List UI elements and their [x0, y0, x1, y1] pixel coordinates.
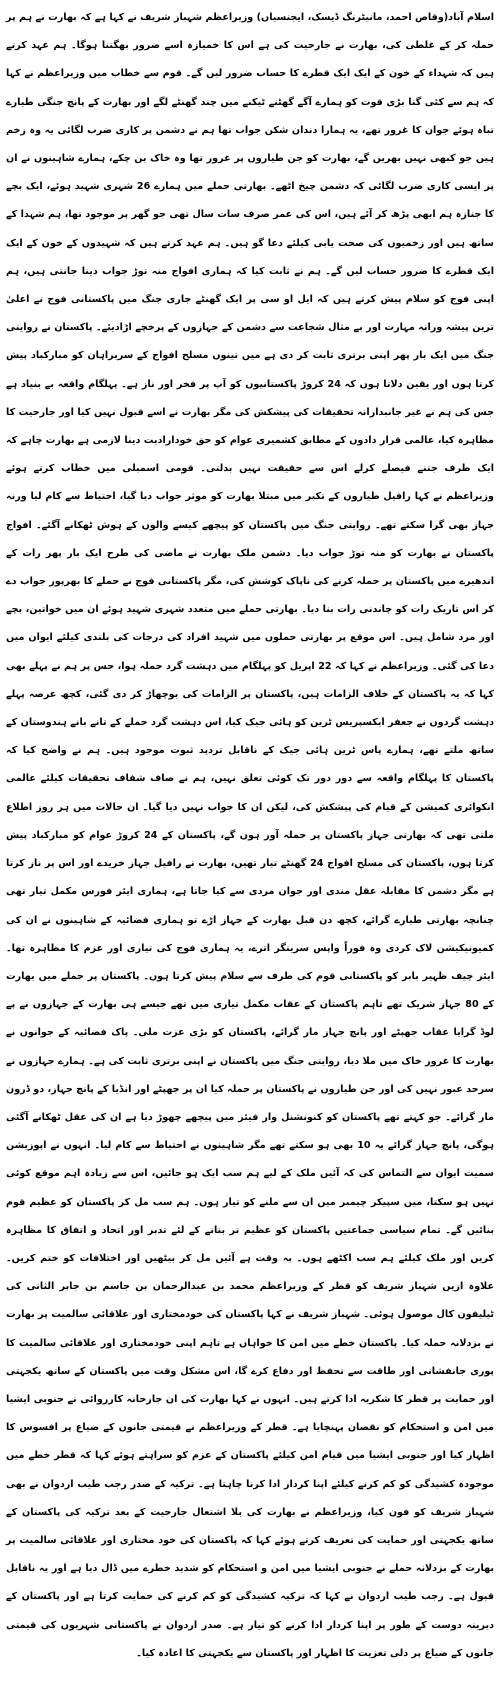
article-body: بھارت نے ہم پر حملہ کر کے غلطی کی، بھارت نے جارحیت کی ہے اس کا خمیازہ اسے ضرور بھگتنا ہوگا۔ ہم عہد کرتے ہیں کہ شہداء کے خون کے ایک ایک قطرے کا حساب ضرور لیں گے۔ قوم سے خطاب میں وزیراعظم نے کہا کہ ہم سے کئی گنا بڑی قوت کو ہمارے آگے گھٹنے ٹیکنے میں چند گھنٹے لگے اور بھارت کے پانچ جنگی طیارے تباہ ہوئے جوان کا غرور تھے، یہ ہمارا دندان شکن جواب تھا ہم نے دشمن پر کاری ضرب لگائی یہ وہ زخم ہیں جو کبھی نہیں بھریں گے، بھارت کو جن طیاروں پر غرور تھا وہ خاک بن چکے، ہمارے شاہینوں نے ان پر ایسی کاری ضرب لگائی کہ دشمن چیخ اٹھے۔ بھارتی حملے میں ہمارے 26 شہری شہید ہوئے، ایک بچے کا جنازہ ہم ابھی پڑھ کر آئے ہیں، اس کی عمر صرف سات سال تھی جو گھر پر موجود تھا، ہم شہدا کے ساتھ ہیں اور زخمیوں کی صحت یابی کیلئے دعا گو ہیں۔ ہم عہد کرتے ہیں کہ شہیدوں کے خون کے ایک ایک قطرے کا ضرور حساب لیں گے۔ ہم نے ثابت کیا کہ ہماری افواج منہ توڑ جواب دینا جانتی ہیں، ہم اپنی فوج کو سلام پیش کرتے ہیں کہ ایل او سی پر ایک گھنٹے جاری جنگ میں پاکستانی فوج نے اعلیٰ ترین پیشہ ورانہ مہارت اور بے مثال شجاعت سے دشمن کے جہازوں کے پرخچے اڑادیئے۔ پاکستان نے روایتی جنگ میں ایک بار پھر اپنی برتری ثابت کر دی ہے میں تینوں مسلح افواج کے سربراہان کو مبارکباد پیش کرتا ہوں اور یقین دلاتا ہوں کہ 24 کروڑ پاکستانیوں کو آپ پر فخر اور ناز ہے۔ پہلگام واقعہ بے بنیاد ہے جس کی ہم نے غیر جانبدارانہ تحقیقات کی پیشکش کی مگر بھارت نے اسے قبول نہیں کیا اور جارحیت کا مظاہرہ کیا، عالمی قرار دادوں کے مطابق کشمیری عوام کو حق خودارادیت دینا لازمی ہے بھارت چاہے کہ ایک طرف جتنے فیصلے کرلے اس سے حقیقت نہیں بدلتی۔ قومی اسمبلی میں خطاب کرتے ہوئے وزیراعظم نے کہا رافیل طیاروں کے تکبر میں مبتلا بھارت کو موثر جواب دیا گیا، احتیاط سے کام لیا ورنہ جہاز بھی گرا سکتے تھے۔ روایتی جنگ میں پاکستان کو پیچھے کیسے والوں کے ہوش ٹھکانے آگئے۔ افواج پاکستان نے بھارت کو منہ توڑ جواب دیا۔ دشمن ملک بھارت نے ماضی کی طرح ایک بار پھر رات کے اندھیرے میں پاکستان پر حملہ کرنے کی ناپاک کوشش کی، مگر پاکستانی فوج نے حملے کا بھرپور جواب دے کر اس تاریک رات کو چاندنی رات بنا دیا۔ بھارتی حملے میں متعدد شہری شہید ہوئے ان میں خواتین، بچے اور مرد شامل ہیں۔ اس موقع پر بھارتی حملوں میں شہید افراد کی درجات کی بلندی کیلئے ایوان میں دعا کی گئی۔ وزیراعظم نے کہا کہ 22 اپریل کو پہلگام میں دہشت گرد حملہ ہوا، جس پر ہم نے پہلے بھی کہا کہ یہ پاکستان کے خلاف الزامات ہیں، پاکستان پر الزامات کی بوچھاڑ کر دی گئی، کچھ عرصہ پہلے دہشت گردوں نے جعفر ایکسپریس ٹرین کو ہائی جیک کیا، اس دہشت گرد حملے کے تانے بانے ہندوستان کے ساتھ ملتے تھے، ہمارے پاس ٹرین ہائی جیک کے ناقابل تردید ثبوت موجود ہیں۔ ہم نے واضح کیا کہ پاکستان کا پہلگام واقعہ سے دور دور تک کوئی تعلق نہیں، ہم نے صاف شفاف تحقیقات کیلئے عالمی انکوائری کمیشن کے قیام کی پیشکش کی، لیکن ان کا جواب نہیں دیا گیا۔ ان حالات میں ہر روز اطلاع ملتی تھی کہ بھارتی جہاز پاکستان پر حملہ آور ہوں گے، پاکستان کے 24 کروڑ عوام کو مبارکباد پیش کرتا ہوں، پاکستان کی مسلح افواج 24 گھنٹے تیار تھیں، بھارت نے رافیل جہاز خریدے اور اس پر ناز کرتا ہے مگر دشمن کا مقابلہ عقل مندی اور جوان مردی سے کیا جاتا ہے، ہماری ایئر فورس مکمل تیار تھی چنانچہ بھارتی طیارے گرائے، کچھ دن قبل بھارت کے جہاز اڑے تو ہماری فضائیہ کے شاہینوں نے ان کی کمیونیکیشن لاک کردی وہ فوراً واپس سرینگر اترے، یہ ہماری فوج کی تیاری اور عزم کا مظاہرہ تھا۔ ایئر چیف ظہیر بابر کو پاکستانی قوم کی طرف سے سلام پیش کرتا ہوں۔ پاکستان پر حملے میں بھارت کے 80 جہاز شریک تھے تاہم پاکستان کے عقاب مکمل تیاری میں تھے جیسے ہی بھارت کے جہازوں نے پے لوڈ گرایا عقاب جھپٹے اور پانچ جہاز مار گرائے، پاکستان کو بڑی عزت ملی۔ پاک فضائیہ کے جوانوں نے بھارت کا غرور خاک میں ملا دیا، روایتی جنگ میں پاکستان نے اپنی برتری ثابت کی ہے۔ ہمارے جہازوں نے سرحد عبور نہیں کی اور جن طیاروں نے پاکستان پر حملہ کیا ان پر جھپٹے اور انڈیا کے پانچ جہاز، دو ڈرون مار گرائے۔ جو کہتے تھے پاکستان کو کنونشنل وار فیئر میں پیچھے چھوڑ دیا ہے ان کی عقل ٹھکانے آگئی ہوگی، پانچ جہاز گرائے یہ 10 بھی ہو سکتے تھے مگر شاہینوں نے احتیاط سے کام لیا۔ انہوں نے اپوزیشن سمیت ایوان سے التماس کی کہ آئیں ملک کے لیے ہم سب ایک ہو جائیں، اس سے زیادہ اہم موقع کوئی نہیں ہو سکتا، میں سپیکر چیمبر میں ان سے ملنے کو تیار ہوں۔ ہم سب مل کر پاکستان کو عظیم قوم بنائیں گے۔ تمام سیاسی جماعتیں پاکستان کو عظیم تر بنانے کے لئے تدبر اور اتحاد و اتفاق کا مظاہرہ کریں اور ملک کیلئے ہم سب اکٹھے ہوں۔ یہ وقت ہے آئیں مل کر بیٹھیں اور اختلافات کو ختم کریں۔ علاوہ ازیں شہباز شریف کو قطر کے وزیراعظم محمد بن عبدالرحمان بن جاسم بن جابر الثانی کی ٹیلیفون کال موصول ہوئی۔ شہباز شریف نے کہا پاکستان کی خودمختاری اور علاقائی سالمیت پر بھارت نے بزدلانہ حملہ کیا۔ پاکستان خطے میں امن کا خواہاں ہے تاہم اپنی خودمختاری اور علاقائی سالمیت کا پوری جانفشانی اور طاقت سے تحفظ اور دفاع کرے گا، اس مشکل وقت میں پاکستان کے ساتھ یکجہتی اور حمایت پر قطر کا شکریہ ادا کرتے ہیں۔ انہوں نے کہا بھارت کی ان جارحانہ کارروائی نے جنوبی ایشیا میں امن و استحکام کو نقصان پہنچایا ہے۔ قطر کے وزیراعظم نے قیمتی جانوں کے ضیاع پر افسوس کا اظہار کیا اور جنوبی ایشیا میں قیام امن کیلئے پاکستان کے عزم کو سراہتے ہوئے کہا کہ قطر خطے میں موجودہ کشیدگی کو کم کرنے کیلئے اپنا کردار ادا کرنا چاہتا ہے۔ ترکیہ کے صدر رجب طیب اردوان نے بھی شہباز شریف کو فون کیا، وزیراعظم نے بھارت کی بلا اشتعال جارحیت کے بعد ترکیہ کی پاکستان کے ساتھ یکجہتی اور حمایت کی تعریف کرتے ہوئے کہا کہ پاکستان کی خود مختاری اور علاقائی سالمیت پر بھارت کے بزدلانہ حملے نے جنوبی ایشیا میں امن و استحکام کو شدید خطرے میں ڈال دیا ہے اور یہ ناقابل قبول ہے۔ رجب طیب اردوان نے کہا کہ ترکیہ کشیدگی کو کم کرنے کی حمایت کرتا ہے اور پاکستان کے دیرینہ دوست کے طور پر اپنا کردار ادا کرنے کو تیار ہے۔ صدر اردوان نے پاکستانی شہریوں کی قیمتی جانوں کے ضیاع پر دلی تعزیت کا اظہار اور پاکستان سے یکجہتی کا اعادہ کیا۔ [6, 12, 495, 1659]
article-dateline: اسلام آباد(وقاص احمد، مانیٹرنگ ڈیسک، ایجنسیاں) وزیراعظم شہباز شریف نے کہا ہے کہ [80, 12, 495, 23]
article-text [6, 4, 494, 1668]
